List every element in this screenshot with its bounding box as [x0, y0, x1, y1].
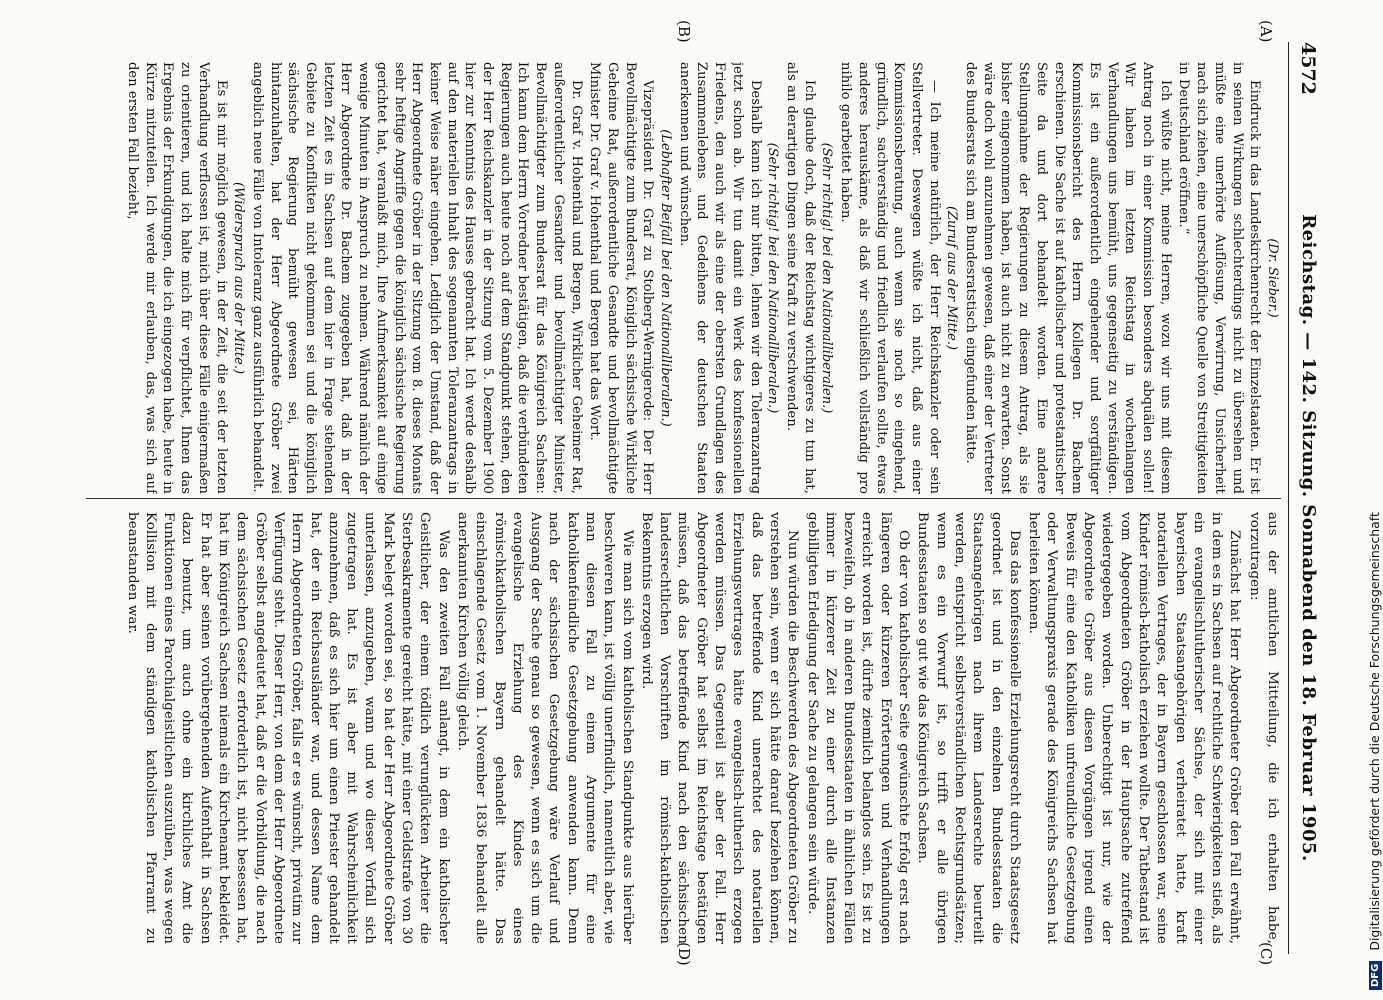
paragraph: Ich glaube doch, daß der Reichstag wichtigeres zu tun hat, als an derartigen Dingen seine Kraft zu verschwenden.	[784, 62, 817, 494]
paragraph: aus der amtlichen Mitteilung, die ich erhalten habe, vorzutragen:	[1246, 512, 1280, 944]
margin-letter-d: (D)	[675, 942, 693, 966]
paragraph: Eindruck in das Landeskirchenrecht der Einzelstaaten. Er ist in seinen Wirkungen schlechterdings nicht zu übersehen und müßte eine unerhörte Auflösung, Verwirrung, Unsicherheit nach sich ziehen, eine unerschöpfliche Quelle von Streitigkeiten in Deutschland eröffnen.“	[1176, 62, 1263, 494]
dfg-logo: DFG	[1369, 961, 1382, 990]
paragraph: — Ich meine natürlich, der Herr Reichskanzler oder sein Stellvertreter. Deswegen wüßte ich nicht, daß aus einer Kommissionsberatung, auch wenn sie noch so eingehend, gründlich, sachverständig und friedlich verlaufen sollte, etwas anderes herauskäme, als daß wir schließlich vollständig pro nihilo gearbeitet haben.	[838, 62, 942, 494]
interjection: (Sehr richtig! bei den Nationalliberalen.)	[765, 142, 781, 414]
margin-letter-a: (A)	[1257, 20, 1275, 43]
paragraph: Ich wüßte nicht, meine Herren, wozu wir uns mit diesem Antrag noch in einer Kommission besonders abquälen sollen! Wir haben im letzten Reichstag in wochenlangen Verhandlungen uns bemüht, uns gegenseitig zu verständigen. Es ist ein außerordentlich eingehender und sorgfältiger Kommissionsbericht des Herrn Kollegen Dr. Bachem erschienen. Die Sache ist auf katholischer und protestantischer Seite da und dort behandelt worden. Eine andere Stellungnahme der Regierungen zu diesem Antrag, als sie bisher eingenommen haben, ist auch nicht zu erwarten. Sonst wäre doch wohl anzunehmen gewesen, daß einer der Vertreter des Bundesrats sich am Bundesratstisch eingefunden hätte.	[963, 62, 1173, 494]
paragraph: Ob der von katholischer Seite gewünschte Erfolg erst nach längeren oder kürzeren Erörterungen und Verhandlungen erreicht worden ist, dürfte ziemlich belanglos sein. Es ist zu bezweifeln, ob in anderen Bundesstaaten in ähnlichen Fällen immer in kürzerer Zeit zu einer durch alle Instanzen gebilligten Erledigung der Sache zu gelangen sein würde.	[804, 512, 912, 944]
paragraph: Dr. Graf v. Hohenthal und Bergen, Wirklicher Geheimer Rat, außerordentlicher Gesandter und bevollmächtigter Minister, Bevollmächtigter zum Bundesrat für das Königreich Sachsen: Ich kann dem Herrn Vorredner bestätigen, daß die verbündeten Regierungen auch heute noch auf dem Standpunkt stehen, den der Herr Reichskanzler in der Sitzung vom 5. Dezember 1900 hier zur Kenntnis des Hauses gebracht hat. Ich werde deshalb auf den materiellen Inhalt des sogenannten Toleranzantrags in keiner Weise näher eingehen. Lediglich der Umstand, daß der Herr Abgeordnete Gröber in der Sitzung vom 8. dieses Monats sehr heftige Angriffe gegen die königlich sächsische Regierung gerichtet hat, veranlaßt mich, Ihre Aufmerksamkeit auf einige wenige Minuten in Anspruch zu nehmen. Während nämlich der Herr Abgeordnete Dr. Bachem zugegeben hat, daß in der letzten Zeit es in Sachsen auf dem hier in Frage stehenden Gebiete zu Konflikten nicht gekommen sei und die königlich sächsische Regierung bemüht gewesen sei, Härten hintanzuhalten, hat der Herr Abgeordnete Gröber zwei angeblich neue Fälle von Intoleranz ganz ausführlich behandelt.	[249, 62, 584, 494]
page-header	[1293, 42, 1323, 954]
paragraph: Wie man sich vom katholischen Standpunkte aus hierüber beschweren kann, ist völlig unerfindlich, namentlich aber, wie man diesen Fall zu einem Argumente für eine katholikenfeindliche Gesetzgebung anwenden kann. Denn nach der sächsischen Gesetzgebung wäre Verlauf und Ausgang der Sache genau so gewesen, wenn es sich um die evangelische Erziehung des Kindes eines römischkatholischen Bayern gehandelt hätte. Das einschlagende Gesetz vom 1. November 1836 behandelt alle anerkannten Kirchen völlig gleich.	[454, 512, 635, 944]
interjection: (Dr. Sieber.)	[1265, 238, 1280, 318]
interjection: (Sehr richtig! bei den Nationalliberalen.)	[819, 142, 835, 414]
interjection: (Widerspruch aus der Mitte.)	[231, 181, 247, 375]
paragraph: Das das konfessionelle Erziehungsrecht durch Staatsgesetz geordnet ist und in den einzelnen Bundesstaaten die Staatsangehörigen nach ihrem Landesrechte beurteilt werden, entspricht selbstverständlichen Rechtsgrundsätzen; wenn es ein Vorwurf ist, so trifft er alle übrigen Bundesstaaten so gut wie das Königreich Sachsen.	[915, 512, 1022, 944]
digitization-note-line	[1367, 20, 1383, 990]
digitization-strip	[1345, 0, 1382, 1000]
header-rule	[1288, 42, 1289, 954]
left-column	[81, 62, 1281, 494]
running-title: Reichstag. — 142. Sitzung. Sonnabend den 18. Februar 1905.	[1298, 214, 1319, 862]
paragraph: Vizepräsident Dr. Graf zu Stolberg-Wernigerode: Der Herr Bevollmächtigte zum Bundesrat, Königlich sächsische Wirkliche Geheime Rat, außerordentliche Gesandte und bevollmächtigte Minister Dr. Graf v. Hohenthal und Bergen hat das Wort.	[587, 62, 656, 494]
interjection: (Zuruf aus der Mitte.)	[944, 205, 960, 351]
column-divider	[86, 498, 1281, 499]
page-content	[73, 20, 1323, 966]
paragraph: Nun würden die Beschwerden des Abgeordneten Gröber zu verstehen sein, wenn er sich hätte darauf beziehen können, daß das betreffende Kind unerachtet des notariellen Erziehungsvertrages hätte evangelisch-lutherisch erzogen werden müssen. Das Gegenteil ist aber der Fall. Herr Abgeordneter Gröber hat selbst im Reichstage bestätigen müssen, daß das betreffende Kind nach den sächsischen landesrechtlichen Vorschriften im römisch-katholischen Bekenntnis erzogen wird.	[638, 512, 801, 944]
paragraph: Zunächst hat Herr Abgeordneter Gröber den Fall erwähnt, in dem es in Sachsen auf rechtliche Schwierigkeiten stieß, als ein evangelischlutherischer Sächse, der sich mit einer bayerischen Staatsangehörigen verheiratet hatte, kraft notariellen Vertrages, der in Bayern geschlossen war, seine Kinder römisch-katholisch erziehen wollte. Der Tatbestand ist vom Abgeordneten Gröber in der Hauptsache zutreffend wiedergegeben worden. Unberechtigt ist nur, wie der Abgeordnete Gröber aus diesen Vorgängen irgend einen Beweis für eine den Katholiken unfreundliche Gesetzgebung oder Verwaltungspraxis gerade des Königreichs Sachsen hat herleiten können.	[1026, 512, 1243, 944]
margin-letter-c: (C)	[1257, 942, 1275, 966]
interjection: (Lebhafter Beifall bei den Nationalliberalen.)	[658, 129, 674, 427]
paragraph: Deshalb kann ich nur bitten, lehnen wir den Toleranzantrag jetzt schon ab. Wir tun damit ein Werk des konfessionellen Friedens, den auch wir als eine der obersten Grundlagen des Zusammenlebens und Gedeihens der deutschen Staaten anerkennen und wünschen.	[676, 62, 763, 494]
paragraph: Was den zweiten Fall anlangt, in dem ein katholischer Geistlicher, der einem tödlich verunglückten Arbeiter die Sterbesakramente gereicht hätte, mit einer Geldstrafe von 30 Mark belegt worden sei, so hat der Herr Abgeordnete Gröber unterlassen, anzugeben, wann und wo dieser Vorfall sich zugetragen hat. Es ist aber mit Wahrscheinlichkeit anzunehmen, daß es sich hier um einen Priester gehandelt hat, der ein Reichsausländer war, und dessen Name dem Herrn Abgeordneten Gröber, falls er es wünscht, privatim zur Verfügung steht. Dieser Herr, von dem der Herr Abgeordnete Gröber selbst angedeutet hat, daß er die Vorbildung, die nach dem sächsischen Gesetz erforderlich ist, nicht besessen hat, hat im Königreich Sachsen niemals ein Kirchenamt bekleidet. Er hat aber seinen vorübergehenden Aufenthalt in Sachsen dazu benutzt, um auch ohne ein kirchliches Amt die Funktionen eines Parochialgeistlichen auszuüben, was wegen Kollision mit dem ständigen katholischen Pfarramt zu beanstanden war.	[124, 512, 451, 944]
page-number: 4572	[1297, 42, 1319, 95]
margin-letter-b: (B)	[675, 20, 693, 43]
paragraph: Es ist mir möglich gewesen, in der Zeit, die seit der letzten Verhandlung verflossen ist, mich über diese Fälle einigermaßen zu orientieren, und ich halte mich für verpflichtet, Ihnen das Ergebnis der Erkundigungen, die ich eingezogen habe, heute in Kürze mitzuteilen. Ich werde mir erlauben, das, was sich auf den ersten Fall bezieht,	[125, 62, 229, 494]
digitization-note: Digitalisierung gefördert durch die Deutsche Forschungsgemeinschaft	[1367, 512, 1382, 951]
right-column	[81, 512, 1281, 944]
